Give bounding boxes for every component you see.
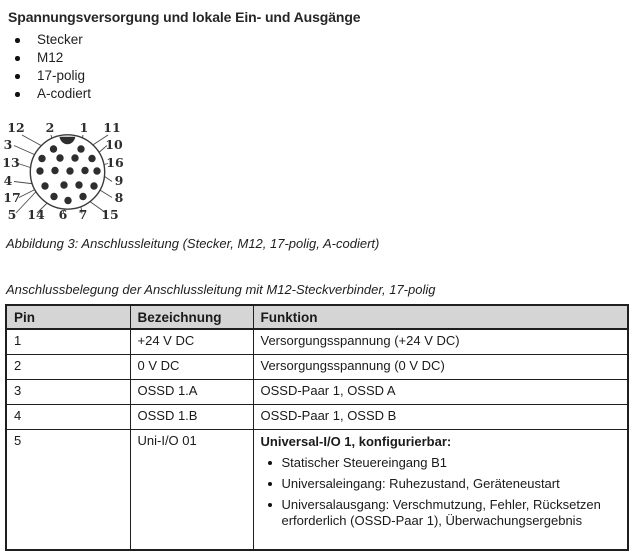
pin-label: 1: [79, 120, 89, 135]
bezeichnung-cell: OSSD 1.B: [130, 405, 253, 430]
pin-label: 17: [3, 190, 21, 205]
funktion-list-item: Universaleingang: Ruhezustand, Geräteneustart: [261, 476, 621, 492]
table-title: Anschlussbelegung der Anschlussleitung mit M12-Steckverbinder, 17-polig: [6, 282, 436, 297]
list-item: Stecker: [5, 31, 632, 49]
pin-label: 13: [2, 155, 20, 170]
funktion-cell: Versorgungsspannung (+24 V DC): [253, 329, 628, 355]
table-row: [6, 430, 628, 551]
table-header-row: [6, 305, 628, 329]
pin-label: 5: [7, 207, 17, 222]
pin-label: 16: [106, 155, 124, 170]
bezeichnung-cell: Uni-I/O 01: [130, 430, 253, 551]
pin-label: 2: [45, 120, 55, 135]
funktion-cell: [253, 430, 628, 551]
column-header-bezeichnung: Bezeichnung: [130, 305, 253, 329]
pin-label: 15: [101, 207, 119, 222]
list-item: A-codiert: [5, 85, 632, 103]
pin-cell: 4: [6, 405, 130, 430]
pin-label: 8: [114, 190, 124, 205]
pin-label: 6: [58, 207, 68, 222]
feature-list: [5, 31, 632, 103]
pin-label: 3: [3, 137, 13, 152]
bezeichnung-cell: +24 V DC: [130, 329, 253, 355]
bezeichnung-cell: 0 V DC: [130, 355, 253, 380]
funktion-list-item: Universalausgang: Verschmutzung, Fehler, Rücksetzen erforderlich (OSSD-Paar 1), Überwachungsergebnis: [261, 497, 621, 529]
list-item: M12: [5, 49, 632, 67]
pin-label: 10: [105, 137, 123, 152]
table-row: [6, 329, 628, 355]
page-title: Spannungsversorgung und lokale Ein- und Ausgänge: [8, 9, 361, 25]
pin-label: 9: [114, 173, 124, 188]
pin-assignment-table: [5, 304, 629, 551]
table-row: [6, 355, 628, 380]
pin-label: 11: [103, 120, 121, 135]
pin-label: 4: [3, 173, 13, 188]
funktion-intro: Universal-I/O 1, konfigurierbar:: [260, 434, 452, 449]
column-header-pin: Pin: [6, 305, 130, 329]
pin-label: 14: [27, 207, 45, 222]
list-item: 17-polig: [5, 67, 632, 85]
funktion-cell: Versorgungsspannung (0 V DC): [253, 355, 628, 380]
pin-cell: 5: [6, 430, 130, 551]
table-row: [6, 405, 628, 430]
pin-label: 12: [7, 120, 25, 135]
bezeichnung-cell: OSSD 1.A: [130, 380, 253, 405]
pin-cell: 2: [6, 355, 130, 380]
figure-caption: Abbildung 3: Anschlussleitung (Stecker, M12, 17-polig, A-codiert): [6, 236, 380, 251]
column-header-funktion: Funktion: [253, 305, 628, 329]
pin-cell: 3: [6, 380, 130, 405]
funktion-cell: OSSD-Paar 1, OSSD A: [253, 380, 628, 405]
pin-label: 7: [78, 207, 88, 222]
connector-diagram: [2, 116, 130, 222]
funktion-cell: OSSD-Paar 1, OSSD B: [253, 405, 628, 430]
pin-cell: 1: [6, 329, 130, 355]
funktion-list: [261, 455, 621, 529]
table-row: [6, 380, 628, 405]
funktion-list-item: Statischer Steuereingang B1: [261, 455, 621, 471]
